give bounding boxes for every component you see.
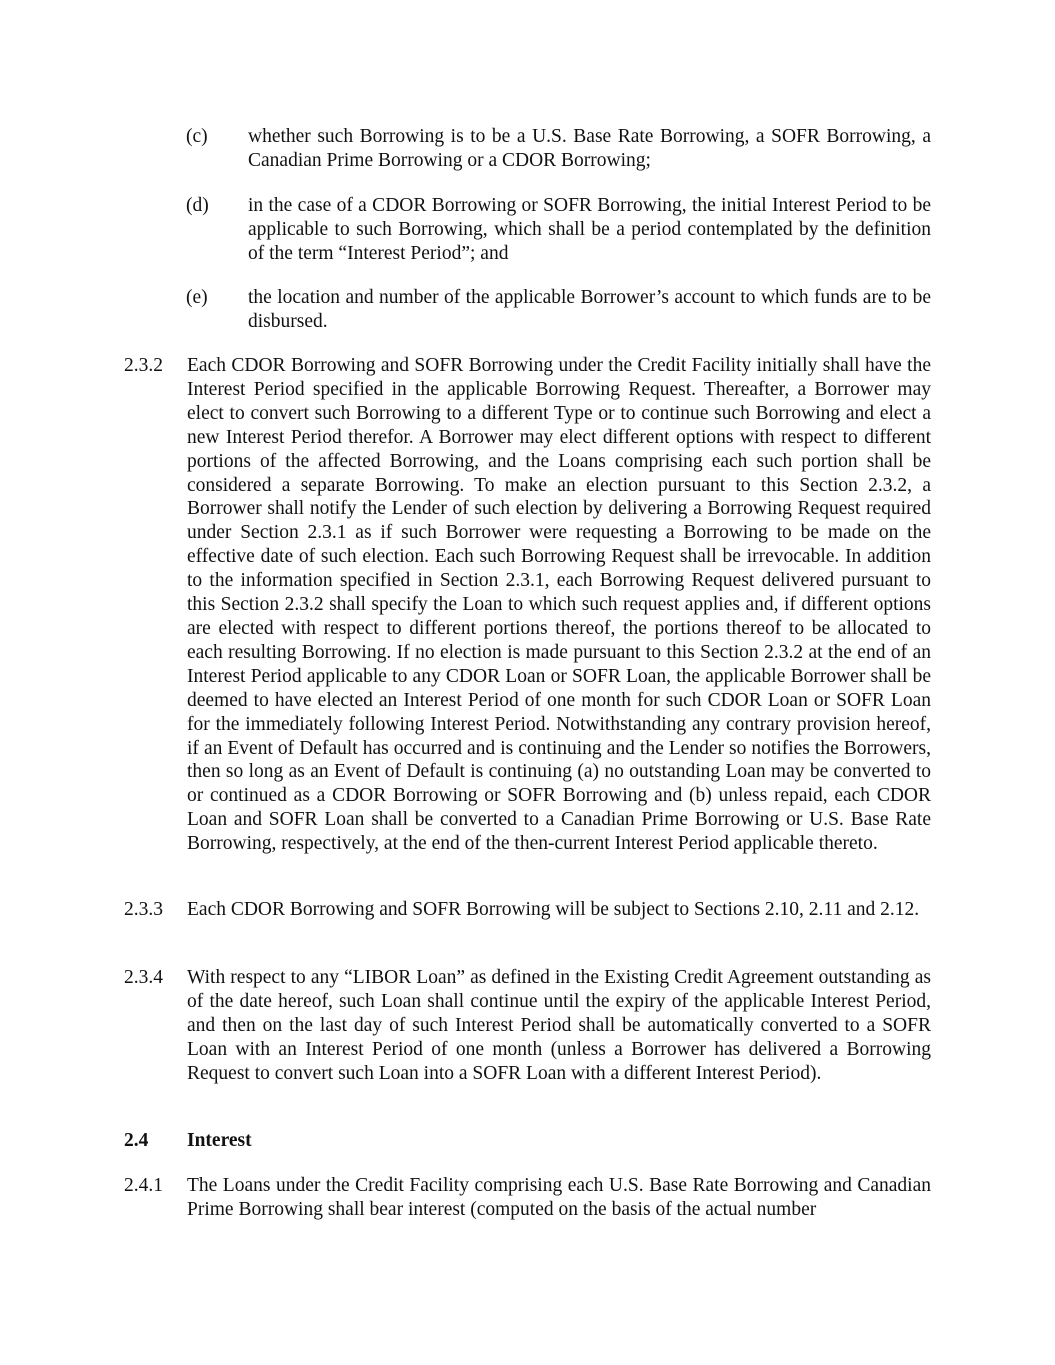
section-number: 2.4.1: [124, 1175, 163, 1196]
section-number: 2.4: [124, 1130, 149, 1151]
clause-label: (c): [186, 126, 208, 147]
clause-text: whether such Borrowing is to be a U.S. Base Rate Borrowing, a SOFR Borrowing, a Canadian Prime Borrowing or a CDOR Borrowing;: [248, 126, 931, 171]
clause-text: in the case of a CDOR Borrowing or SOFR Borrowing, the initial Interest Period to be applicable to such Borrowing, which shall be a period contemplated by the definition of the term “Interest Period”; and: [248, 195, 931, 264]
section-text: The Loans under the Credit Facility comprising each U.S. Base Rate Borrowing and Canadian Prime Borrowing shall bear interest (computed on the basis of the actual number: [187, 1175, 931, 1220]
clause-label: (d): [186, 195, 209, 216]
section-text: Each CDOR Borrowing and SOFR Borrowing under the Credit Facility initially shall have the Interest Period specified in the applicable Borrowing Request. Thereafter, a Borrower may elect to convert such Borrowing to a different Type or to continue such Borrowing and elect a new Interest Period therefor. A Borrower may elect different options with respect to different portions of the affected Borrowing, and the Loans comprising each such portion shall be considered a separate Borrowing. To make an election pursuant to this Section 2.3.2, a Borrower shall notify the Lender of such election by delivering a Borrowing Request required under Section 2.3.1 as if such Borrower were requesting a Borrowing to be made on the effective date of such election. Each such Borrowing Request shall be irrevocable. In addition to the information specified in Section 2.3.1, each Borrowing Request delivered pursuant to this Section 2.3.2 shall specify the Loan to which such request applies and, if different options are elected with respect to different portions thereof, the portions thereof to be allocated to each resulting Borrowing. If no election is made pursuant to this Section 2.3.2 at the end of an Interest Period applicable to any CDOR Loan or SOFR Loan, the applicable Borrower shall be deemed to have elected an Interest Period of one month for such CDOR Loan or SOFR Loan for the immediately following Interest Period. Notwithstanding any contrary provision hereof, if an Event of Default has occurred and is continuing and the Lender so notifies the Borrowers, then so long as an Event of Default is continuing (a) no outstanding Loan may be converted to or continued as a CDOR Borrowing or SOFR Borrowing and (b) unless repaid, each CDOR Loan and SOFR Loan shall be converted to a Canadian Prime Borrowing or U.S. Base Rate Borrowing, respectively, at the end of the then-current Interest Period applicable thereto.: [187, 355, 931, 855]
section-number: 2.3.3: [124, 899, 163, 920]
clause-text: the location and number of the applicable Borrower’s account to which funds are to be disbursed.: [248, 287, 931, 332]
section-number: 2.3.2: [124, 355, 163, 376]
clause-label: (e): [186, 287, 208, 308]
section-text: Each CDOR Borrowing and SOFR Borrowing will be subject to Sections 2.10, 2.11 and 2.12.: [187, 899, 920, 920]
section-text: With respect to any “LIBOR Loan” as defined in the Existing Credit Agreement outstanding as of the date hereof, such Loan shall continue until the expiry of the applicable Interest Period, and then on the last day of such Interest Period shall be automatically converted to a SOFR Loan with an Interest Period of one month (unless a Borrower has delivered a Borrowing Request to convert such Loan into a SOFR Loan with a different Interest Period).: [187, 967, 931, 1084]
section-number: 2.3.4: [124, 967, 163, 988]
section-title: Interest: [187, 1130, 252, 1151]
